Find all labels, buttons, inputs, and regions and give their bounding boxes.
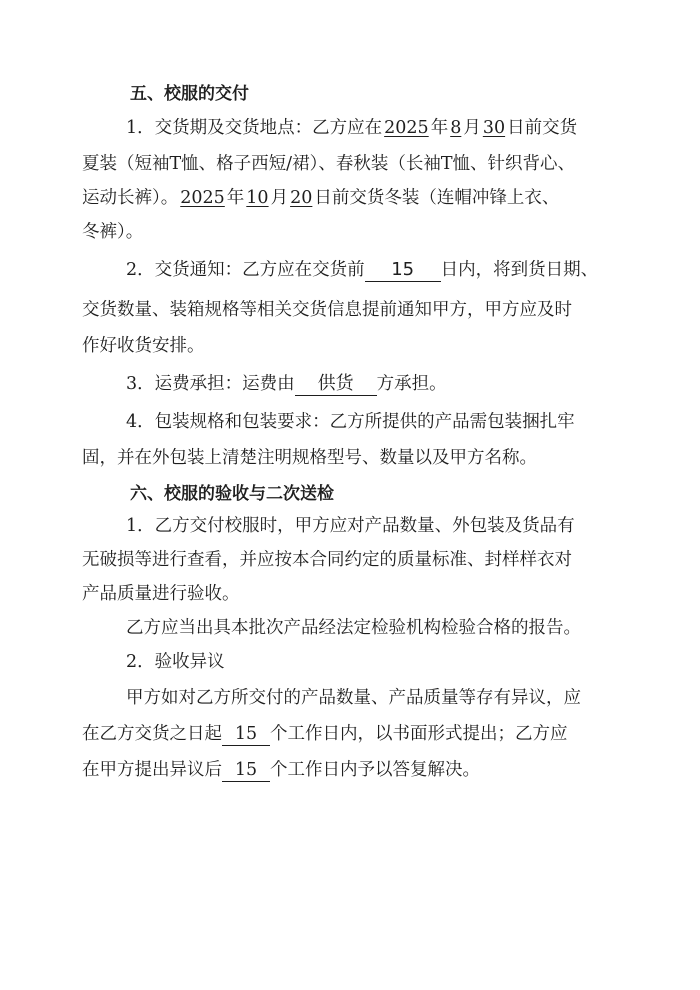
- packaging-line-2: 固，并在外包装上清楚注明规格型号、数量以及甲方名称。: [82, 448, 537, 468]
- notice-days-blank: 15: [365, 259, 441, 282]
- delivery-notice-line-1: [0, 258, 700, 282]
- winter-delivery-month: 10: [246, 188, 269, 208]
- section-6-title: 六、校服的验收与二次送检: [130, 484, 334, 504]
- month-label: 月: [463, 118, 481, 138]
- summer-delivery-year: 2025: [384, 118, 429, 138]
- delivery-term-line-3: [0, 186, 700, 210]
- winter-delivery-year: 2025: [180, 188, 225, 208]
- year-label: 年: [430, 118, 449, 138]
- objection-l3-prefix: 在甲方提出异议后: [82, 760, 222, 780]
- delivery-notice-line-2: 交货数量、装箱规格等相关交货信息提前通知甲方，甲方应及时: [82, 300, 572, 320]
- delivery-notice-suffix: 日内，将到货日期、: [440, 260, 599, 280]
- objection-title: 2．验收异议: [126, 652, 225, 672]
- objection-l2-prefix: 在乙方交货之日起: [82, 724, 222, 744]
- objection-days-blank: 15: [222, 723, 270, 746]
- objection-line-2: [0, 722, 700, 746]
- reply-days-blank: 15: [222, 759, 270, 782]
- objection-l2-suffix: 个工作日内，以书面形式提出；乙方应: [270, 724, 568, 744]
- day-suffix: 日前交货: [507, 118, 578, 138]
- delivery-notice-prefix: 2．交货通知：乙方应在交货前: [126, 260, 365, 280]
- section-5-title: 五、校服的交付: [130, 84, 249, 104]
- month-label: 月: [270, 188, 289, 208]
- freight-line: [0, 372, 700, 396]
- acceptance-line-3: 产品质量进行验收。: [82, 584, 240, 604]
- summer-delivery-day: 30: [482, 118, 506, 138]
- objection-line-1: 甲方如对乙方所交付的产品数量、产品质量等存有异议，应: [126, 688, 581, 708]
- summer-delivery-month: 8: [450, 118, 462, 138]
- freight-party-blank: 供货: [295, 373, 377, 396]
- freight-prefix: 3．运费承担：运费由: [126, 374, 295, 394]
- freight-suffix: 方承担。: [376, 374, 447, 394]
- delivery-notice-line-3: 作好收货安排。: [82, 336, 205, 356]
- acceptance-line-2: 无破损等进行查看，并应按本合同约定的质量标准、封样样衣对: [82, 550, 572, 570]
- winter-delivery-day: 20: [290, 188, 313, 208]
- delivery-term-line-1: [0, 116, 700, 140]
- objection-l3-suffix: 个工作日内予以答复解决。: [270, 760, 480, 780]
- packaging-line-1: 4．包装规格和包装要求：乙方所提供的产品需包装捆扎牢: [126, 412, 575, 432]
- delivery-term-line-4: 冬裤）。: [82, 222, 144, 242]
- objection-line-3: [0, 758, 700, 782]
- delivery-term-l3-prefix: 运动长裤）。: [82, 188, 179, 208]
- delivery-term-line-2: 夏装（短袖T恤、格子西短/裙）、春秋装（长袖T恤、针织背心、: [82, 154, 575, 174]
- inspection-report-line: 乙方应当出具本批次产品经法定检验机构检验合格的报告。: [126, 618, 581, 638]
- acceptance-line-1: 1．乙方交付校服时，甲方应对产品数量、外包装及货品有: [126, 516, 575, 536]
- year-label: 年: [226, 188, 245, 208]
- winter-day-suffix: 日前交货冬装（连帽冲锋上衣、: [314, 188, 560, 208]
- delivery-term-prefix: 1．交货期及交货地点：乙方应在: [126, 118, 383, 138]
